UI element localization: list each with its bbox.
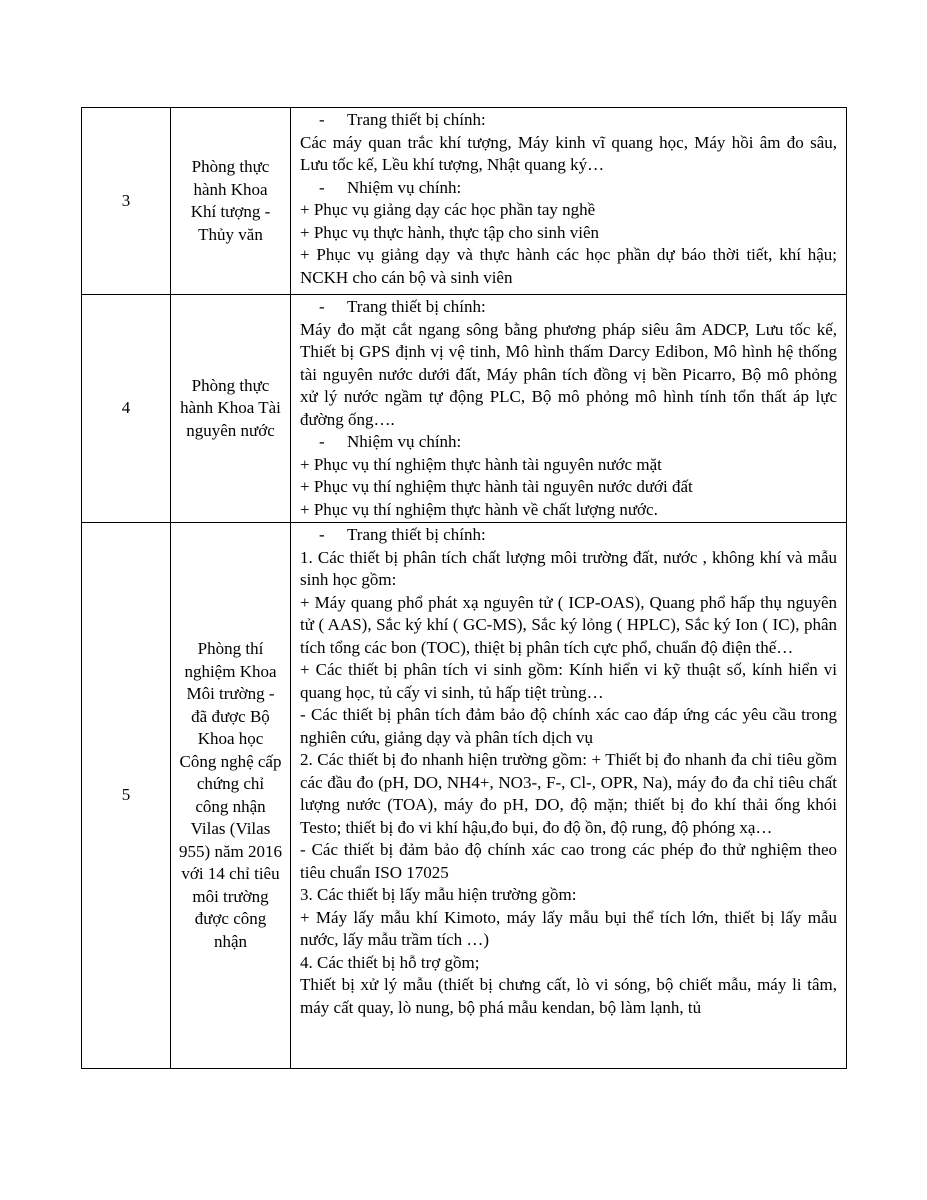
task-item: + Phục vụ thí nghiệm thực hành tài nguyên nước dưới đất [300, 477, 693, 496]
equipment-text: + Các thiết bị phân tích vi sinh gồm: Kính hiển vi kỹ thuật số, kính hiển vi quang học, tủ cấy vi sinh, tủ hấp tiệt trùng… [300, 660, 837, 702]
lab-description [291, 295, 847, 523]
equipment-heading: - Trang thiết bị chính: [319, 525, 486, 544]
facilities-table [81, 107, 847, 1069]
table-row [82, 295, 847, 523]
lab-name: Phòng thực hành Khoa Tài nguyên nước [171, 295, 291, 523]
lab-description [291, 523, 847, 1069]
lab-name: Phòng thí nghiệm Khoa Môi trường - đã được Bộ Khoa học Công nghệ cấp chứng chỉ công nhận Vilas (Vilas 955) năm 2016 với 14 chỉ tiêu môi trường được công nhận [171, 523, 291, 1069]
task-item: + Phục vụ thí nghiệm thực hành tài nguyên nước mặt [300, 454, 662, 474]
table-row [82, 523, 847, 1069]
equipment-text: 3. Các thiết bị lấy mẫu hiện trường gồm: [300, 885, 577, 904]
equipment-text: Máy đo mặt cắt ngang sông bằng phương pháp siêu âm ADCP, Lưu tốc kế, Thiết bị GPS định vị vệ tinh, Mô hình thấm Darcy Edibon, Mô hình hệ thống tài nguyên nước dưới đất, Máy phân tích đồng vị bền Picarro, Bộ mô phỏng xử lý nước ngầm tự động PLC, Bộ mô phỏng mô hình tính tổn thất áp lực đường ống…. [300, 319, 837, 429]
equipment-heading: - Trang thiết bị chính: [319, 297, 486, 316]
equipment-text: Thiết bị xử lý mẫu (thiết bị chưng cất, lò vi sóng, bộ chiết mẫu, máy li tâm, máy cất quay, lò nung, bộ phá mẫu kendan, bộ làm lạnh, tủ [300, 975, 837, 1017]
task-heading: - Nhiệm vụ chính: [319, 432, 462, 451]
equipment-text: + Máy quang phổ phát xạ nguyên tử ( ICP-OAS), Quang phổ hấp thụ nguyên tử ( AAS), Sắc ký khí ( GC-MS), Sắc ký lỏng ( HPLC), Sắc ký Ion ( IC), phân tích tổng các bon (TOC), thiệt bị phân tích cực phổ, chuẩn độ điện thế… [300, 592, 837, 657]
equipment-text: Các máy quan trắc khí tượng, Máy kinh vĩ quang học, Máy hồi âm đo sâu, Lưu tốc kế, Lều khí tượng, Nhật quang ký… [300, 132, 837, 174]
lab-name: Phòng thực hành Khoa Khí tượng - Thủy văn [171, 108, 291, 295]
equipment-text: + Máy lấy mẫu khí Kimoto, máy lấy mẫu bụi thể tích lớn, thiết bị lấy mẫu nước, lấy mẫu trầm tích …) [300, 907, 837, 949]
task-item: + Phục vụ giảng dạy và thực hành các học phần dự báo thời tiết, khí hậu; NCKH cho cán bộ và sinh viên [300, 245, 837, 287]
task-item: + Phục vụ thí nghiệm thực hành về chất lượng nước. [300, 499, 658, 519]
equipment-text: 1. Các thiết bị phân tích chất lượng môi trường đất, nước , không khí và mẫu sinh học gồm: [300, 547, 837, 589]
task-item: + Phục vụ giảng dạy các học phần tay nghề [300, 200, 596, 219]
task-heading: - Nhiệm vụ chính: [319, 177, 462, 197]
row-number: 5 [82, 523, 171, 1069]
equipment-text: - Các thiết bị đảm bảo độ chính xác cao trong các phép đo thử nghiệm theo tiêu chuẩn ISO 17025 [300, 840, 837, 882]
row-number: 4 [82, 295, 171, 523]
equipment-text: 4. Các thiết bị hỗ trợ gồm; [300, 952, 480, 972]
row-number: 3 [82, 108, 171, 295]
equipment-text: - Các thiết bị phân tích đảm bảo độ chính xác cao đáp ứng các yêu cầu trong nghiên cứu, giảng dạy và phân tích dịch vụ [300, 705, 837, 747]
table-row [82, 108, 847, 295]
equipment-text: 2. Các thiết bị đo nhanh hiện trường gồm: + Thiết bị đo nhanh đa chỉ tiêu gồm các đầu đo (pH, DO, NH4+, NO3-, F-, Cl-, OPR, Na), máy đo đa chỉ tiêu chất lượng nước (TOA), máy đo pH, DO, độ mặn; thiết bị đo khí thải ống khói Testo; thiết bị đo vi khí hậu,đo bụi, đo độ ồn, độ rung, độ phóng xạ… [300, 750, 837, 837]
lab-description [291, 108, 847, 295]
equipment-heading: - Trang thiết bị chính: [319, 110, 486, 129]
task-item: + Phục vụ thực hành, thực tập cho sinh viên [300, 222, 600, 242]
